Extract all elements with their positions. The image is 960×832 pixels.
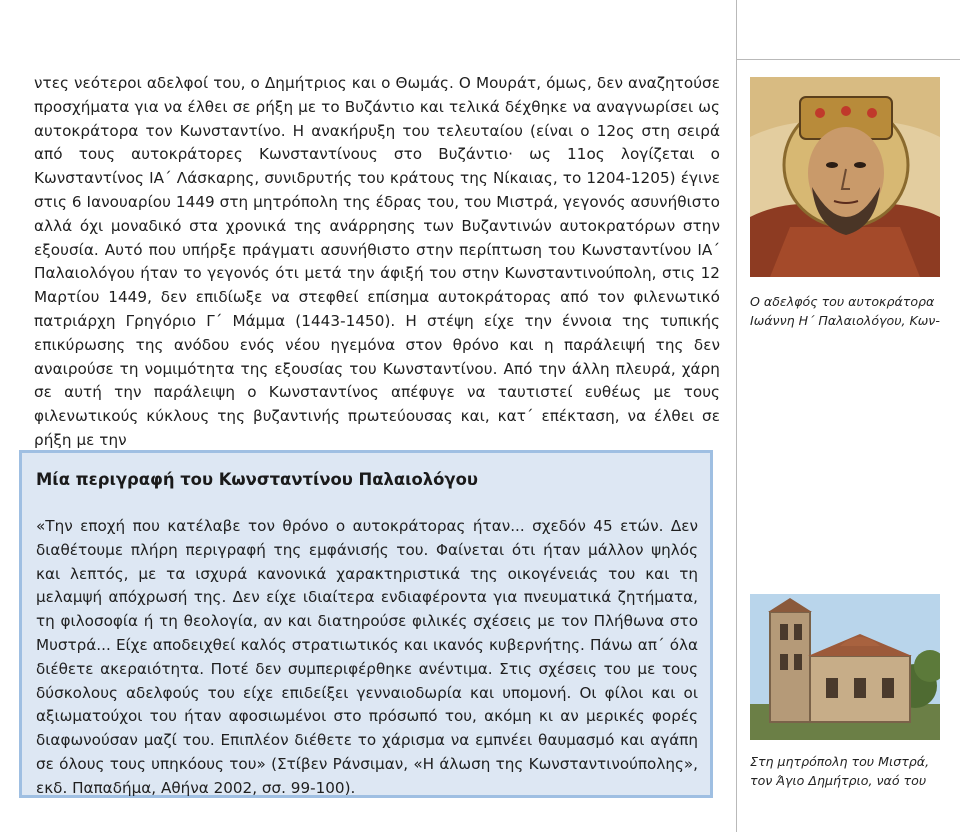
church-caption: Στη μητρόπολη του Μιστρά, τον Άγιο Δημήτριο, ναό του xyxy=(750,754,930,788)
emperor-portrait-image xyxy=(750,77,940,277)
quote-box-title: Μία περιγραφή του Κωνσταντίνου Παλαιολόγου xyxy=(36,470,478,489)
portrait-caption: Ο αδελφός του αυτοκράτορα Ιωάννη Η΄ Παλαιολόγου, Κων- xyxy=(750,294,940,328)
quote-box-text: «Την εποχή που κατέλαβε τον θρόνο ο αυτοκράτορας ήταν... σχεδόν 45 ετών. Δεν διαθέτουμε πλήρη περιγραφή της εμφάνισής του. Φαίνεται ότι ήταν μάλλον ψηλός και λεπτός, με τα ισχυρά κανονικά χαρακτηριστικά της οικογένειάς του και τη μελαμψή απόχρωσή της. Δεν είχε ιδιαίτερα ενδιαφέροντα για πνευματικά ζητήματα, τη φιλοσοφία ή τη θεολογία, αν και διατηρούσε φιλικές σχέσεις με τον Πλήθωνα στο Μυστρά... Είχε αποδειχθεί καλός στρατιωτικός και ικανός κυβερνήτης. Πάνω απ΄ όλα διέθετε ακεραιότητα. Ποτέ δεν συμπεριφέρθηκε ανέντιμα. Στις σχέσεις του με τους δύσκολους αδελφούς του είχε επιδείξει γενναιοδωρία και υπομονή. Οι φίλοι και οι αξιωματούχοι του ήταν αφοσιωμένοι στο πρόσωπό του, ακόμη κι αν μερικές φορές διαφωνούσαν μαζί του. Επιπλέον διέθετε το χάρισμα να εμπνέει θαυμασμό και αγάπη σε όλους τους υπηκόους του» (Στίβεν Ράνσιμαν, «Η άλωση της Κωνσταντινούπολης», εκδ. Παπαδήμα, Αθήνα 2002, σσ. 99-100). xyxy=(36,517,698,797)
margin-top-rule xyxy=(737,59,960,60)
column-divider xyxy=(736,0,737,832)
main-body-text: ντες νεότεροι αδελφοί του, ο Δημήτριος και ο Θωμάς. Ο Μουράτ, όμως, δεν αναζητούσε προσχήματα για να έλθει σε ρήξη με το Βυζάντιο και τελικά δέχθηκε να αναγνωρίσει ως αυτοκράτορα τον Κωνσταντίνο. Η ανακήρυξη του τελευταίου (είναι ο 12ος στη σειρά από τους αυτοκράτορες Κωνσταντίνους στο Βυζάντιο· ως 11ος λογίζεται ο Κωνσταντίνος ΙΑ΄ Λάσκαρης, συνιδρυτής του κράτους της Νίκαιας, το 1204-1205) έγινε στις 6 Ιανουαρίου 1449 στη μητρόπολη της έδρας του, του Μιστρά, γεγονός ασυνήθιστο αλλά όχι μοναδικό στα χρονικά της ανάρρησης των Βυζαντινών αυτοκρατόρων στην εξουσία. Αυτό που υπήρξε πράγματι ασυνήθιστο στην περίπτωση του Κωνσταντίνου ΙΑ΄ Παλαιολόγου ήταν το γεγονός ότι μετά την άφιξή του στην Κωνσταντινούπολη, στις 12 Μαρτίου 1449, δεν επιδίωξε να στεφθεί επίσημα αυτοκράτορας από τον φιλενωτικό πατριάρχη Γρηγόριο Γ΄ Μάμμα (1443-1450). Η στέψη είχε την έννοια της τυπικής επικύρωσης της ανόδου ενός νέου ηγεμόνα στον θρόνο και η παράλειψή της δεν αναιρούσε τη νομιμότητα της εξουσίας του Κωνσταντίνου. Από την άλλη πλευρά, χάρη σε αυτή την παράλειψη ο Κωνσταντίνος απέφυγε να ταυτιστεί ευθέως με τους φιλενωτικούς κύκλους της βυζαντινής πρωτεύουσας και, κατ΄ επέκταση, να έλθει σε ρήξη με την xyxy=(34,74,720,449)
mistras-church-image xyxy=(750,594,940,740)
sidebar-quote-box xyxy=(19,450,713,798)
